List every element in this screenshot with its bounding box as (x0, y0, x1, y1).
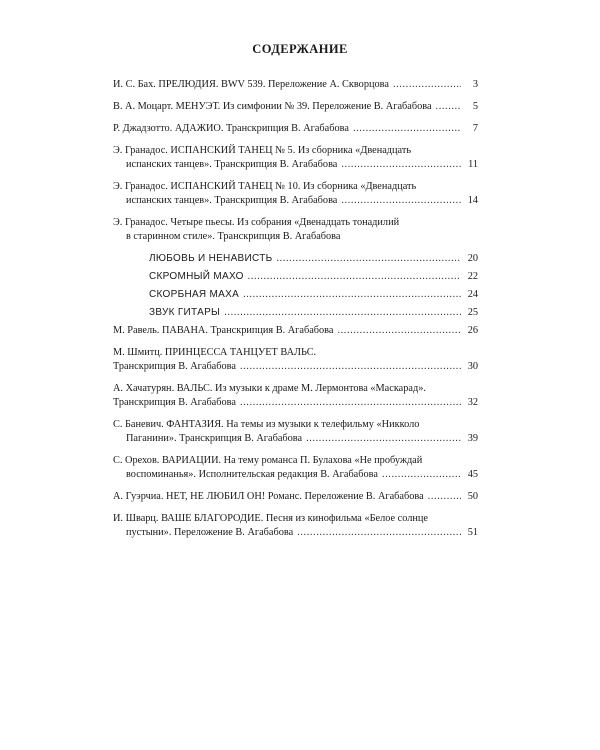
toc-entry (113, 490, 478, 504)
dot-leader (353, 122, 461, 136)
page-number: 7 (472, 123, 478, 134)
page-number: 11 (468, 159, 478, 170)
toc-subentry (149, 288, 478, 302)
toc-entry-text: М. Шмитц. ПРИНЦЕССА ТАНЦУЕТ ВАЛЬС. (113, 347, 317, 358)
toc-entry-text: Р. Джадзотто. АДАЖИО. Транскрипция В. Агабабова (113, 123, 349, 134)
toc-entry-text: Э. Гранадос. Четыре пьесы. Из собрания «Двенадцать тонадилий (113, 217, 400, 228)
dot-leader (436, 100, 461, 114)
toc-entry-text: СКРОМНЫЙ МАХО (149, 271, 244, 282)
toc-entry (113, 180, 478, 208)
toc-entry-text: воспоминанья». Исполнительская редакция В. Агабабова (126, 469, 378, 480)
dot-leader (276, 252, 461, 266)
toc-entry (113, 144, 478, 172)
toc-entry-text: испанских танцев». Транскрипция В. Агабабова (126, 159, 338, 170)
table-of-contents (113, 78, 478, 548)
toc-entry-text: Паганини». Транскрипция В. Агабабова (126, 433, 303, 444)
page-number: 3 (472, 79, 478, 90)
dot-leader (248, 270, 461, 284)
toc-entry-text: С. Орехов. ВАРИАЦИИ. На тему романса П. Булахова «Не пробуждай (113, 455, 423, 466)
toc-entry-text: Транскрипция В. Агабабова (113, 361, 236, 372)
toc-entry-text: М. Равель. ПАВАНА. Транскрипция В. Агабабова (113, 325, 334, 336)
toc-entry (113, 346, 478, 374)
page-number: 32 (467, 397, 478, 408)
page-number: 22 (467, 271, 478, 282)
dot-leader (240, 360, 461, 374)
dot-leader (341, 194, 461, 208)
toc-entry-text: пустыни». Переложение В. Агабабова (126, 527, 294, 538)
toc-entry-text: А. Хачатурян. ВАЛЬС. Из музыки к драме М. Лермонтова «Маскарад». (113, 383, 426, 394)
dot-leader (243, 288, 461, 302)
page-number: 45 (467, 469, 478, 480)
toc-entry (113, 78, 478, 92)
dot-leader (224, 306, 461, 320)
toc-entry (113, 100, 478, 114)
page-number: 50 (467, 491, 478, 502)
toc-entry (113, 324, 478, 338)
toc-entry (113, 454, 478, 482)
toc-entry-text: ЛЮБОВЬ И НЕНАВИСТЬ (149, 253, 273, 264)
page-number: 14 (467, 195, 478, 206)
toc-entry-text: ЗВУК ГИТАРЫ (149, 307, 221, 318)
page-number: 39 (467, 433, 478, 444)
page-number: 30 (467, 361, 478, 372)
toc-entry-text: С. Баневич. ФАНТАЗИЯ. На темы из музыки к телефильму «Никколо (113, 419, 420, 430)
toc-entry-text: И. С. Бах. ПРЕЛЮДИЯ. BWV 539. Переложение А. Скворцова (113, 79, 389, 90)
dot-leader (297, 526, 461, 540)
dot-leader (240, 396, 461, 410)
page-number: 26 (467, 325, 478, 336)
toc-entry-text: Э. Гранадос. ИСПАНСКИЙ ТАНЕЦ № 10. Из сборника «Двенадцать (113, 181, 417, 192)
toc-entry-text: испанских танцев». Транскрипция В. Агабабова (126, 195, 338, 206)
page-number: 51 (467, 527, 478, 538)
toc-entry (113, 216, 478, 244)
toc-subentry (149, 252, 478, 266)
toc-subentry (149, 270, 478, 284)
page-number: 25 (467, 307, 478, 318)
dot-leader (337, 324, 461, 338)
toc-entry-text: И. Шварц. ВАШЕ БЛАГОРОДИЕ. Песня из кинофильма «Белое солнце (113, 513, 428, 524)
dot-leader (341, 158, 461, 172)
dot-leader (393, 78, 461, 92)
toc-entry-text: СКОРБНАЯ МАХА (149, 289, 240, 300)
toc-entry (113, 418, 478, 446)
page-number: 24 (467, 289, 478, 300)
dot-leader (382, 468, 461, 482)
toc-entry-text: Э. Гранадос. ИСПАНСКИЙ ТАНЕЦ № 5. Из сборника «Двенадцать (113, 145, 412, 156)
toc-entry-text: В. А. Моцарт. МЕНУЭТ. Из симфонии № 39. Переложение В. Агабабова (113, 101, 432, 112)
toc-entry-text: Транскрипция В. Агабабова (113, 397, 236, 408)
toc-entry-text: А. Гуэрчиа. НЕТ, НЕ ЛЮБИЛ ОН! Романс. Переложение В. Агабабова (113, 491, 424, 502)
toc-entry (113, 512, 478, 540)
page-number: 5 (472, 101, 478, 112)
toc-entry (113, 382, 478, 410)
toc-subentry (149, 306, 478, 320)
page-title: СОДЕРЖАНИЕ (252, 42, 348, 56)
page-number: 20 (467, 253, 478, 264)
toc-entry-text: в старинном стиле». Транскрипция В. Агабабова (126, 231, 341, 242)
dot-leader (306, 432, 461, 446)
toc-entry (113, 122, 478, 136)
dot-leader (428, 490, 461, 504)
